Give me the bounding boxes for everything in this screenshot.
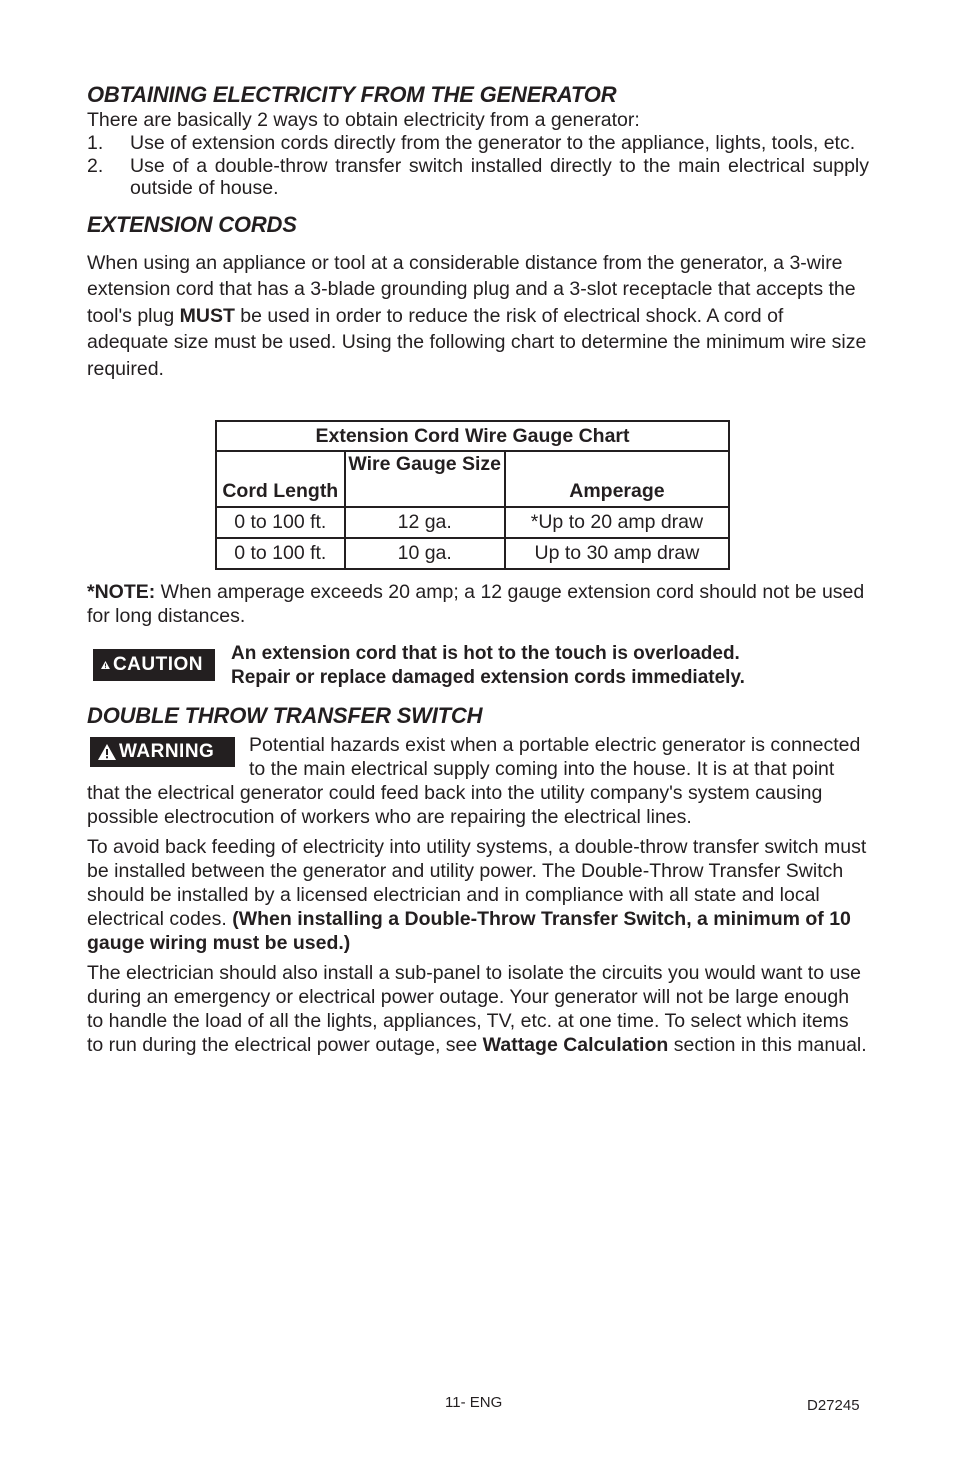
extension-text-2: be used in order to reduce the risk of electrical shock. A cord of adequate size must be used. Using the following chart to determine the minimum wire size required. <box>87 304 867 380</box>
table-cell: 10 ga. <box>345 538 505 569</box>
warning-triangle-icon <box>98 744 116 760</box>
list-item-text: Use of a double-throw transfer switch installed directly to the main electrical supply outside of house. <box>130 154 869 199</box>
note-label: *NOTE: <box>87 581 156 603</box>
table-cell: *Up to 20 amp draw <box>505 507 729 538</box>
caution-label: CAUTION <box>112 654 203 675</box>
amperage-note <box>87 580 869 628</box>
caution-line-1: An extension cord that is hot to the touch is overloaded. <box>231 643 740 664</box>
page-number: 11- ENG <box>445 1394 503 1411</box>
list-item-number: 1. <box>87 132 104 154</box>
table-cell: 12 ga. <box>345 507 505 538</box>
table-header-cord-length: Cord Length <box>216 451 345 507</box>
sub-panel-paragraph <box>87 961 869 1057</box>
warning-paragraph <box>87 733 869 829</box>
table-header-wire-gauge: Wire Gauge Size <box>345 451 505 507</box>
transfer-switch-emphasis: (When installing a Double-Throw Transfer Switch, a minimum of 10 gauge wiring must be used.) <box>87 908 851 954</box>
warning-triangle-icon <box>101 657 110 673</box>
table-cell: Up to 30 amp draw <box>505 538 729 569</box>
section1-intro: There are basically 2 ways to obtain electricity from a generator: <box>87 109 640 131</box>
warning-text: Potential hazards exist when a portable electric generator is connected to the main electrical supply coming into the house. It is at that point that the electrical generator could feed back into the utility company's system causing possible electrocution of workers who are repairing the electrical lines. <box>87 734 861 828</box>
methods-list <box>87 132 869 200</box>
transfer-switch-paragraph <box>87 835 869 955</box>
sub-panel-text-end: section in this manual. <box>673 1034 867 1056</box>
table-header-amperage: Amperage <box>505 451 729 507</box>
list-item-number: 2. <box>87 154 104 177</box>
table-cell: 0 to 100 ft. <box>216 538 345 569</box>
must-emphasis: MUST <box>179 304 235 327</box>
warning-badge <box>90 737 235 767</box>
list-item <box>87 132 869 155</box>
list-item-text: Use of extension cords directly from the generator to the appliance, lights, tools, etc. <box>130 132 856 154</box>
wattage-calculation-reference: Wattage Calculation <box>482 1034 669 1056</box>
caution-message <box>231 642 745 690</box>
caution-line-2: Repair or replace damaged extension cords immediately. <box>231 667 745 688</box>
transfer-switch-text: To avoid back feeding of electricity into utility systems, a double-throw transfer switch must be installed between the generator and utility power. The Double-Throw Transfer Switch should be installed by a licensed electrician and in compliance with all state and local electrical codes. <box>87 836 867 930</box>
section-title-double-throw: DOUBLE THROW TRANSFER SWITCH <box>87 703 483 728</box>
sub-panel-text: The electrician should also install a sub-panel to isolate the circuits you would want to use during an emergency or electrical power outage. Your generator will not be large enough to handle the load of all the lights, appliances, TV, etc. at one time. To select which items to run during the electrical power outage, see <box>87 962 861 1056</box>
warning-label: WARNING <box>119 741 215 762</box>
table-cell: 0 to 100 ft. <box>216 507 345 538</box>
extension-text-1: When using an appliance or tool at a considerable distance from the generator, a 3-wire extension cord that has a 3-blade grounding plug and a 3-slot receptacle that accepts the tool's plug <box>87 251 856 327</box>
caution-alert <box>87 642 869 690</box>
table-row <box>216 507 729 538</box>
document-code: D27245 <box>807 1397 860 1414</box>
list-item <box>87 155 869 200</box>
table-row <box>216 538 729 569</box>
manual-page <box>87 82 869 1057</box>
wire-gauge-table <box>215 420 730 570</box>
section-title-extension-cords: EXTENSION CORDS <box>87 211 297 237</box>
extension-cords-paragraph <box>87 250 869 383</box>
note-text: When amperage exceeds 20 amp; a 12 gauge extension cord should not be used for long distances. <box>87 581 865 627</box>
section-title-obtaining-electricity: OBTAINING ELECTRICITY FROM THE GENERATOR <box>87 82 617 107</box>
caution-badge <box>93 649 215 681</box>
table-caption: Extension Cord Wire Gauge Chart <box>216 421 729 451</box>
